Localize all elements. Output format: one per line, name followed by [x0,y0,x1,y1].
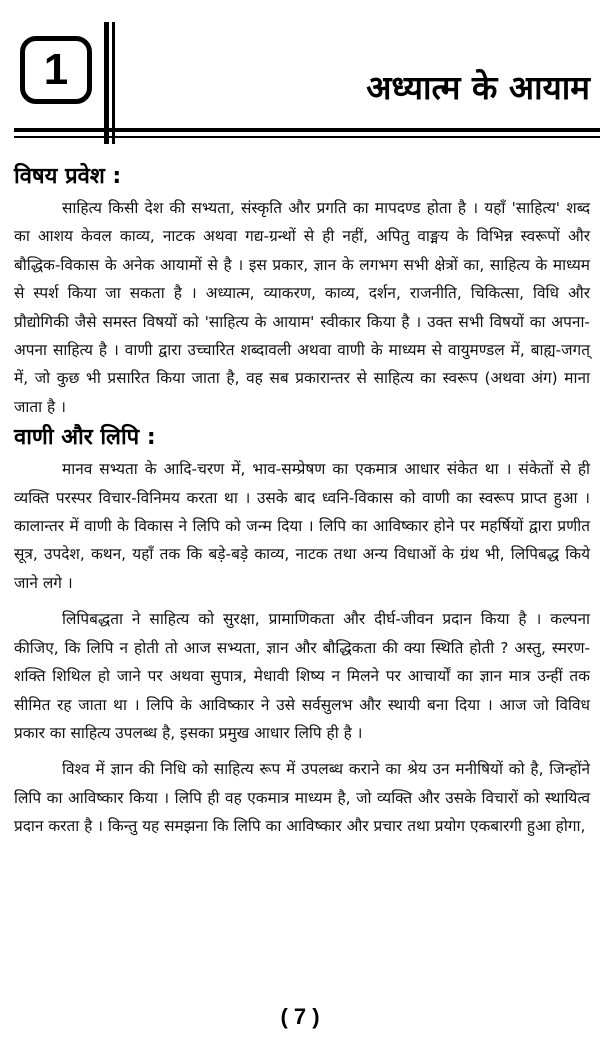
chapter-number-box [20,36,92,104]
section-heading: विषय प्रवेश : [14,164,122,189]
paragraph: साहित्य किसी देश की सभ्यता, संस्कृति और प्रगति का मापदण्ड होता है । यहाँ 'साहित्य' शब्द का आशय केवल काव्य, नाटक अथवा गद्य-ग्रन्थों से ही नहीं, अपितु वाङ्मय के विभिन्न स्वरूपों और बौद्धिक-विकास के अनेक आयामों से है । इस प्रकार, ज्ञान के लगभग सभी क्षेत्रों का, साहित्य के माध्यम से स्पर्श किया जा सकता है । अध्यात्म, व्याकरण, काव्य, दर्शन, राजनीति, चिकित्सा, विधि और प्रौद्योगिकी जैसे समस्त विषयों को 'साहित्य के आयाम' स्वीकार किया है । उक्त सभी विषयों का अपना-अपना साहित्य है । वाणी द्वारा उच्चारित शब्दावली अथवा वाणी के माध्यम से वायुमण्डल में, बाह्य-जगत् में, जो कुछ भी प्रसारित किया जाता है, वह सब प्रकारान्तर से साहित्य का स्वरूप (अथवा अंग) माना जाता है । [14,199,590,416]
header-rule [14,128,600,132]
paragraph: विश्व में ज्ञान की निधि को साहित्य रूप में उपलब्ध कराने का श्रेय उन मनीषियों को है, जिन्होंने लिपि का आविष्कार किया । लिपि ही वह एकमात्र माध्यम है, जो व्यक्ति और उसके विचारों को स्थायित्व प्रदान करता है । किन्तु यह समझना कि लिपि का आविष्कार और प्रचार तथा प्रयोग एकबारगी हुआ होगा, [14,760,590,836]
chapter-number: 1 [43,45,69,94]
chapter-title: अध्यात्म के आयाम [366,68,590,107]
section-heading: वाणी और लिपि : [14,425,156,451]
paragraph: मानव सभ्यता के आदि-चरण में, भाव-सम्प्रेषण का एकमात्र आधार संकेत था । संकेतों से ही व्यक्ति परस्पर विचार-विनिमय करता था । उसके बाद ध्वनि-विकास को वाणी का स्वरूप प्राप्त हुआ । कालान्तर में वाणी के विकास ने लिपि को जन्म दिया । लिपि का आविष्कार होने पर महर्षियों द्वारा प्रणीत सूत्र, उपदेश, कथन, यहाँ तक कि बड़े-बड़े काव्य, नाटक तथा अन्य विधाओं के ग्रंथ भी, लिपिबद्ध किये जाने लगे । [14,460,590,592]
header-rule [14,136,600,138]
page-body [14,160,590,841]
page-number: ( 7 ) [280,1004,320,1029]
header-vertical-bar [112,22,115,144]
paragraph: लिपिबद्धता ने साहित्य को सुरक्षा, प्रामाणिकता और दीर्घ-जीवन प्रदान किया है । कल्पना कीजिए, कि लिपि न होती तो आज सभ्यता, ज्ञान और बौद्धिकता की क्या स्थिति होती ? अस्तु, स्मरण-शक्ति शिथिल हो जाने पर अथवा सुपात्र, मेधावी शिष्य न मिलने पर आचार्यों का ज्ञान मात्र उन्हीं तक सीमित रह जाता था । लिपि के आविष्कार ने उसे सर्वसुलभ और स्थायी बना दिया । आज जो विविध प्रकार का साहित्य उपलब्ध है, इसका प्रमुख आधार लिपि ही है । [14,610,590,742]
header-vertical-bar [104,22,109,144]
